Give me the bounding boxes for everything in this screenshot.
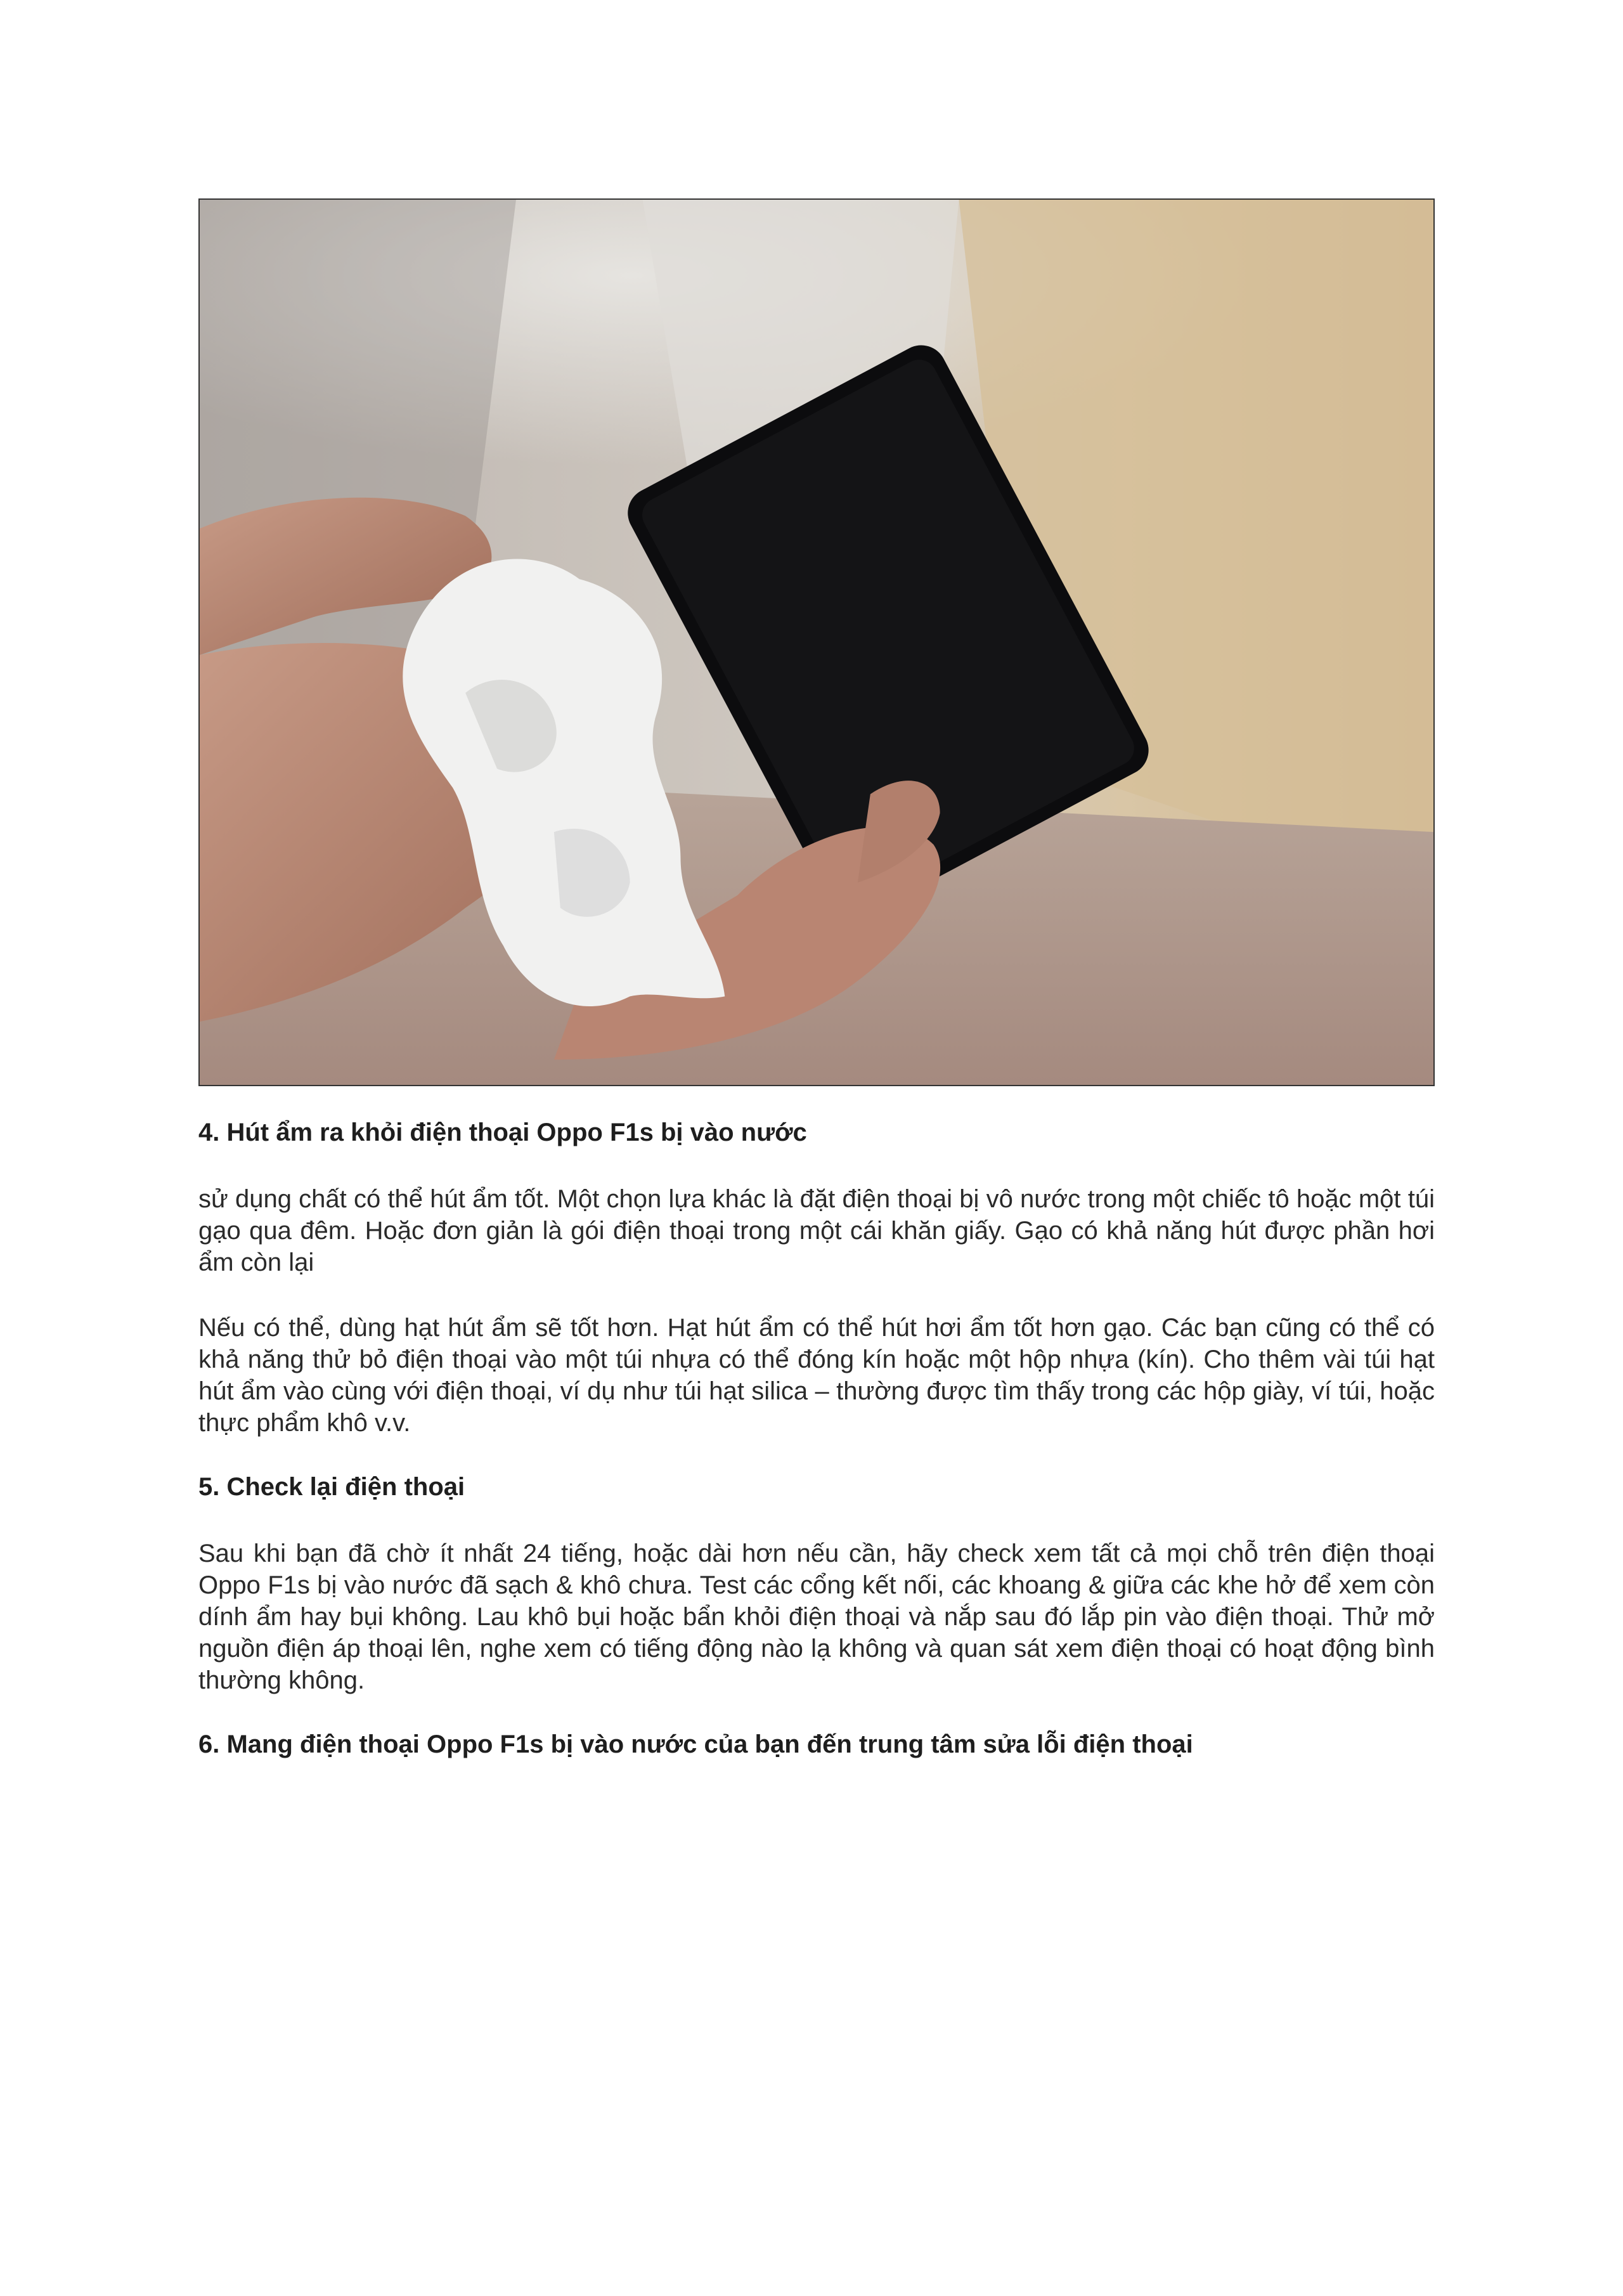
photo-illustration	[200, 200, 1433, 1085]
section-heading-5: 5. Check lại điện thoại	[198, 1473, 465, 1501]
paragraph-dehumidify: sử dụng chất có thể hút ẩm tốt. Một chọn lựa khác là đặt điện thoại bị vô nước trong một chiếc tô hoặc một túi gạo qua đêm. Hoặc đơn giản là gói điện thoại trong một cái khăn giấy. Gạo có khả năng hút được phần hơi ẩm còn lại	[198, 1185, 1435, 1276]
section-heading-6: 6. Mang điện thoại Oppo F1s bị vào nước của bạn đến trung tâm sửa lỗi điện thoại	[198, 1730, 1193, 1758]
phone-wiping-photo	[198, 198, 1435, 1086]
paragraph-silica: Nếu có thể, dùng hạt hút ẩm sẽ tốt hơn. Hạt hút ẩm có thể hút hơi ẩm tốt hơn gạo. Các bạn cũng có thể có khả năng thử bỏ điện thoại vào một túi nhựa có thể đóng kín hoặc một hộp nhựa (kín). Cho thêm vài túi hạt hút ẩm vào cùng với điện thoại, ví dụ như túi hạt silica – thường được tìm thấy trong các hộp giày, ví túi, hoặc thực phẩm khô v.v.	[198, 1314, 1435, 1437]
section-heading-4: 4. Hút ẩm ra khỏi điện thoại Oppo F1s bị vào nước	[198, 1119, 807, 1146]
article-body	[198, 1116, 1435, 1761]
paragraph-check-phone: Sau khi bạn đã chờ ít nhất 24 tiếng, hoặc dài hơn nếu cần, hãy check xem tất cả mọi chỗ trên điện thoại Oppo F1s bị vào nước đã sạch & khô chưa. Test các cổng kết nối, các khoang & giữa các khe hở để xem còn dính ẩm hay bụi không. Lau khô bụi hoặc bẩn khỏi điện thoại và nắp sau đó lắp pin vào điện thoại. Thử mở nguồn điện áp thoại lên, nghe xem có tiếng động nào lạ không và quan sát xem điện thoại có hoạt động bình thường không.	[198, 1540, 1435, 1694]
